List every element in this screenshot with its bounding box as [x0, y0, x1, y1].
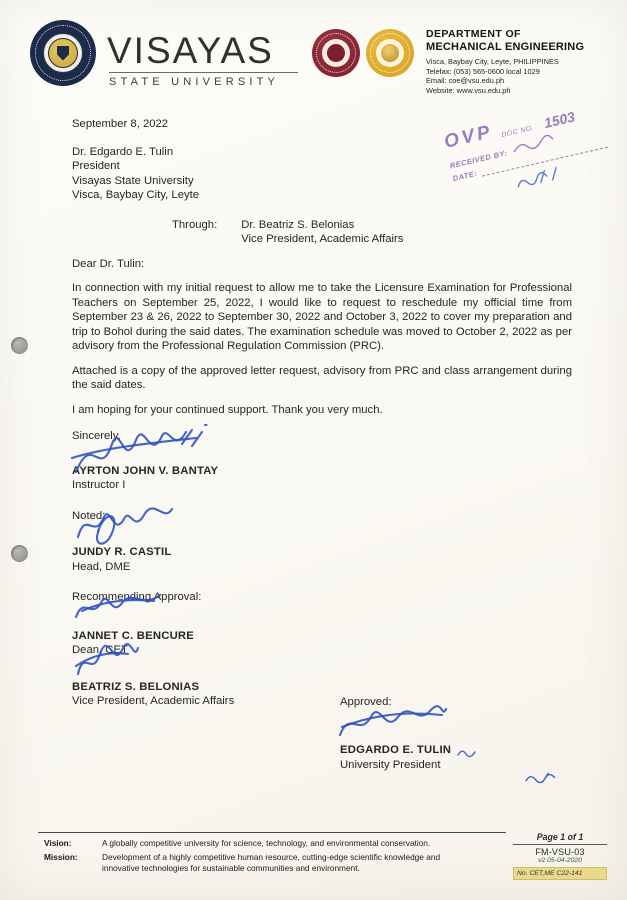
recipient-name: Dr. Edgardo E. Tulin — [72, 145, 174, 158]
page-footer — [0, 828, 627, 900]
approver-initials-mark — [456, 746, 478, 758]
sender-name: AYRTON JOHN V. BANTAY — [72, 464, 219, 477]
noted-title: Head, DME — [72, 560, 131, 573]
hole-punch — [11, 545, 28, 562]
sender-title: Instructor I — [72, 479, 126, 492]
college-seal-core — [327, 44, 345, 62]
department-seal-icon — [366, 29, 414, 77]
approver-handwritten-date — [524, 771, 566, 784]
recommender-2-name: BEATRIZ S. BELONIAS — [72, 680, 200, 693]
department-name-line2: MECHANICAL ENGINEERING — [426, 41, 585, 54]
vision-label: Vision: — [44, 838, 72, 848]
approved-block — [340, 695, 572, 773]
vsu-seal-icon — [30, 20, 96, 86]
through-title: Vice President, Academic Affairs — [241, 233, 404, 246]
body-paragraph-1: In connection with my initial request to allow me to take the Licensure Examination for Professional Teachers on September 25, 2022, I would like to request to reschedule my official time from September 23 & 26, 2022 to September 30, 2022 and October 3, 2022 to cover my preparation and trip to Bohol during the said dates. The examination schedule was moved to October 2, 2022 as per advisory from the Professional Regulation Commission (PRC). — [72, 282, 572, 353]
stamp-doc-no-label: DOC NO. — [500, 124, 535, 140]
department-telefax: Telefax: (053) 565-0600 local 1029 — [426, 66, 540, 76]
university-wordmark — [107, 20, 299, 88]
stamp-doc-no-value: 1503 — [542, 108, 577, 132]
form-version: v2 05-04-2020 — [538, 857, 582, 864]
body-paragraph-2: Attached is a copy of the approved letter request, advisory from PRC and class arrangement during the said dates. — [72, 364, 572, 392]
vision-mission-block — [44, 838, 446, 875]
approved-signature-space — [340, 709, 572, 743]
seal-emblem — [48, 38, 78, 68]
footer-divider — [38, 832, 506, 833]
approver-name-row — [340, 743, 572, 758]
hole-punch — [11, 337, 28, 354]
recommender-1-name: JANNET C. BENCURE — [72, 629, 195, 642]
body-paragraph-3: I am hoping for your continued support. Thank you very much. — [72, 403, 383, 416]
shield-icon — [57, 46, 69, 61]
university-subtitle: STATE UNIVERSITY — [109, 76, 280, 88]
salutation: Dear Dr. Tulin: — [72, 257, 145, 270]
department-website: Website: www.vsu.edu.ph — [426, 85, 511, 95]
mission-label: Mission: — [44, 852, 78, 863]
through-label: Through: — [172, 218, 218, 231]
closing-salutation: Sincerely, — [72, 430, 121, 443]
mission-text: Development of a highly competitive human resource, cutting-edge scientific knowledge and innovative technologies for sustainable communities and environment. — [102, 852, 441, 874]
recommending-approval-label: Recommending Approval: — [72, 591, 202, 604]
through-person — [241, 218, 403, 247]
page-number: Page 1 of 1 — [513, 832, 607, 845]
through-block — [172, 218, 572, 247]
recommender-1-title: Dean, CET — [72, 644, 128, 657]
wordmark-divider — [109, 72, 298, 73]
college-seal-icon — [312, 29, 360, 77]
recommender-2-title: Vice President, Academic Affairs — [72, 695, 235, 708]
noted-label: Noted: — [72, 509, 106, 522]
approver-title: University President — [340, 758, 441, 771]
stamp-org-label: OVP — [442, 121, 495, 153]
stamp-date-label: DATE: — [451, 168, 479, 184]
department-seal-core — [381, 44, 399, 62]
department-address: Visca, Baybay City, Leyte, PHILIPPINES — [426, 56, 559, 66]
stamp-received-label: RECEIVED BY: — [448, 148, 509, 171]
form-number: No. CET,ME C22-141 — [513, 867, 607, 880]
sender-block — [72, 444, 572, 493]
recipient-title: President — [72, 160, 120, 173]
through-name: Dr. Beatriz S. Belonias — [241, 218, 355, 231]
recipient-org: Visayas State University — [72, 174, 194, 187]
noted-name: JUNDY R. CASTIL — [72, 546, 172, 559]
approver-name: EDGARDO E. TULIN — [340, 744, 452, 757]
department-contact-block — [426, 20, 607, 95]
vision-text: A globally competitive university for science, technology, and environmental conservation. — [102, 838, 431, 848]
noted-block — [72, 523, 572, 574]
form-code: FM-VSU-03 — [535, 847, 585, 857]
department-name-line1: DEPARTMENT OF — [426, 28, 521, 40]
noted-signature — [68, 497, 182, 551]
department-email: Email: coe@vsu.edu.ph — [426, 76, 505, 86]
letter-date: September 8, 2022 — [72, 118, 169, 131]
form-control-box — [513, 832, 607, 880]
approved-label: Approved: — [340, 695, 392, 708]
university-name: VISAYAS — [107, 30, 274, 71]
recommender-1-block — [72, 605, 572, 658]
recipient-address: Visca, Baybay City, Leyte — [72, 189, 200, 202]
letterhead — [0, 0, 627, 95]
letter-content — [0, 95, 627, 772]
